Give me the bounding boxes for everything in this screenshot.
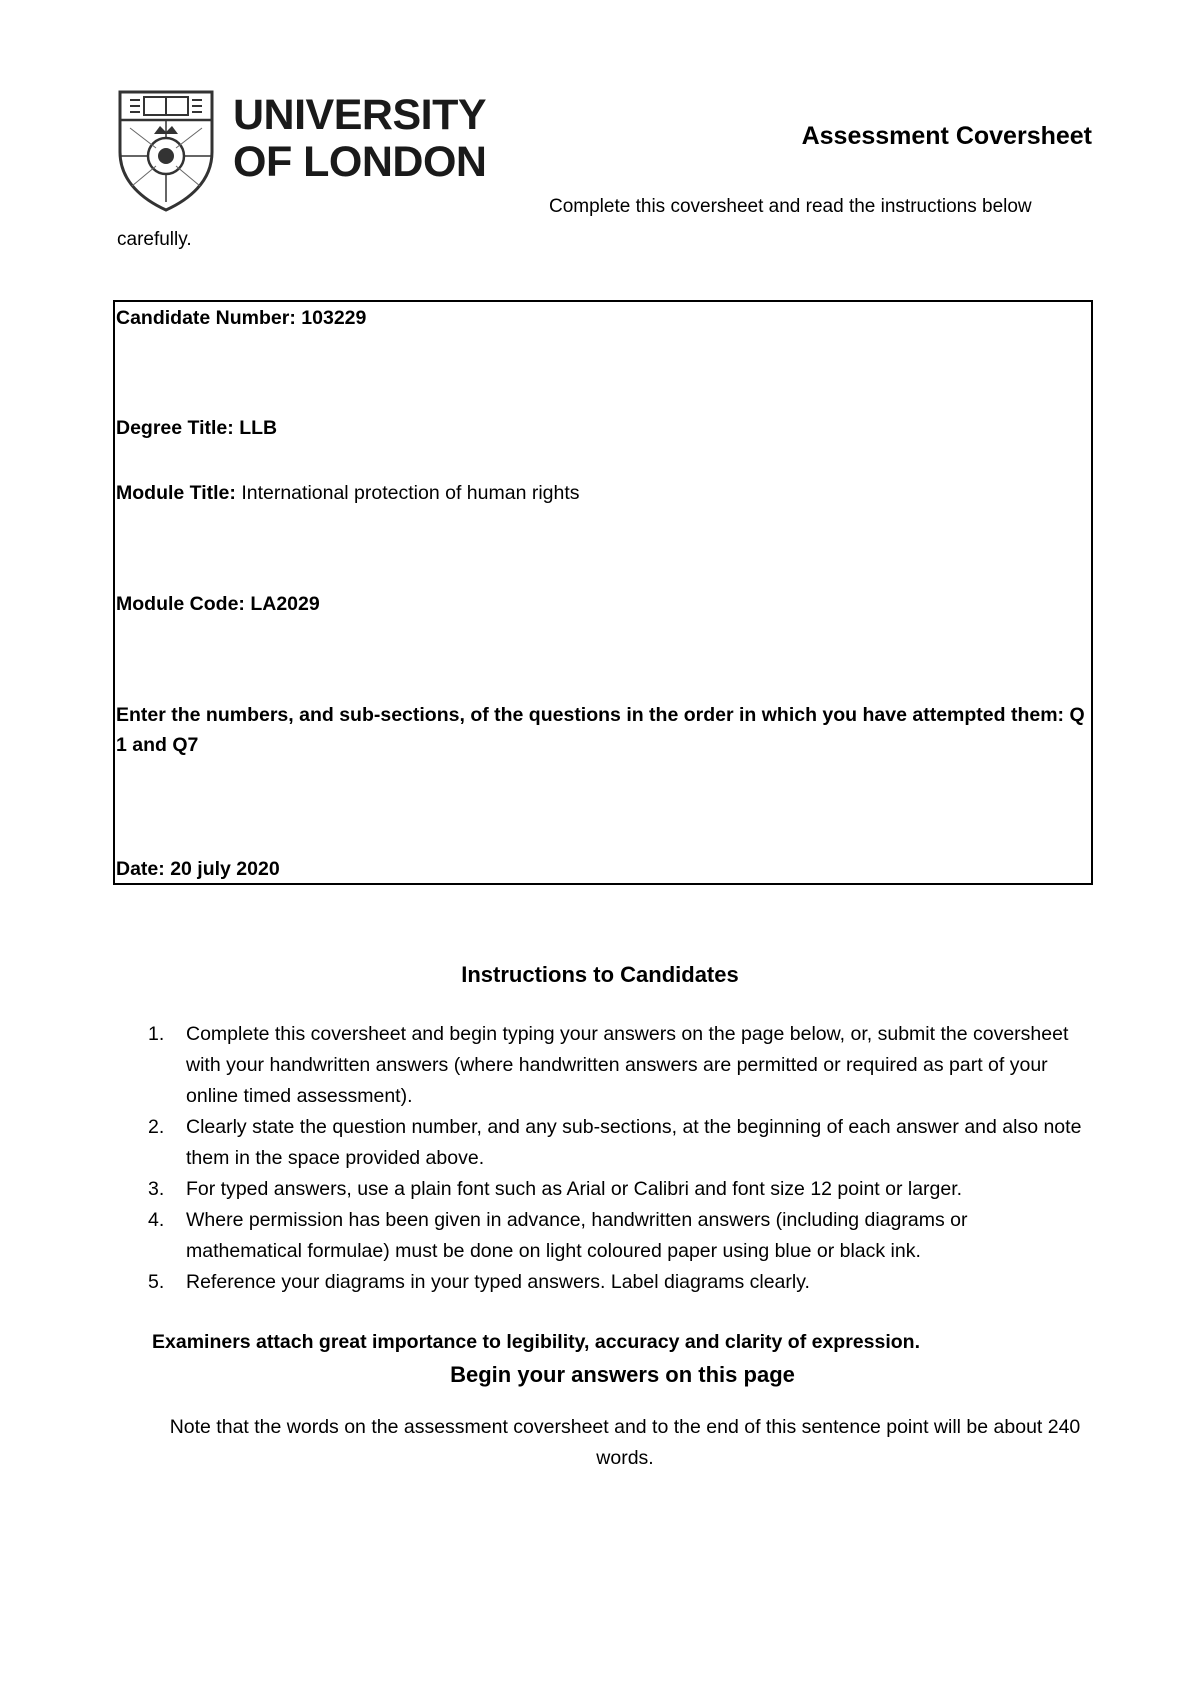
intro-text: Complete this coversheet and read the instructions below carefully. bbox=[117, 196, 1032, 250]
instruction-item bbox=[148, 1112, 1088, 1174]
candidate-number-value: 103229 bbox=[301, 307, 367, 329]
instructions-heading: Instructions to Candidates bbox=[461, 962, 739, 987]
logo-wordmark-line1: UNIVERSITY bbox=[233, 91, 487, 139]
module-title-label: Module Title: bbox=[116, 482, 242, 504]
instructions-list bbox=[148, 1019, 1088, 1298]
questions-attempted-value: Q 1 and Q7 bbox=[116, 704, 1085, 756]
date-label: Date: bbox=[116, 858, 171, 880]
logo-wordmark bbox=[233, 92, 486, 186]
candidate-details-box bbox=[113, 300, 1093, 885]
instruction-item bbox=[148, 1267, 1088, 1298]
instruction-number: 1. bbox=[148, 1023, 165, 1045]
date-field bbox=[116, 854, 1086, 884]
page-title: Assessment Coversheet bbox=[801, 122, 1092, 150]
instruction-text: Clearly state the question number, and any sub-sections, at the beginning of each answer and also note them in the space provided above. bbox=[186, 1116, 1082, 1169]
instruction-text: Where permission has been given in advance, handwritten answers (including diagrams or mathematical formulae) must be done on light coloured paper using blue or black ink. bbox=[186, 1209, 968, 1262]
module-code-label: Module Code: bbox=[116, 593, 251, 615]
examiners-note: Examiners attach great importance to legibility, accuracy and clarity of expression. bbox=[152, 1331, 920, 1353]
module-code-value: LA2029 bbox=[250, 593, 320, 615]
instruction-number: 3. bbox=[148, 1178, 165, 1200]
instruction-number: 5. bbox=[148, 1271, 165, 1293]
degree-title-field bbox=[116, 413, 1086, 443]
candidate-number-label: Candidate Number: bbox=[116, 307, 302, 329]
instruction-number: 4. bbox=[148, 1209, 165, 1231]
instruction-number: 2. bbox=[148, 1116, 165, 1138]
questions-attempted-field bbox=[116, 700, 1086, 760]
questions-attempted-label: Enter the numbers, and sub-sections, of the questions in the order in which you have attempted them: bbox=[116, 704, 1070, 726]
instruction-text: Reference your diagrams in your typed answers. Label diagrams clearly. bbox=[186, 1271, 810, 1293]
module-title-value: International protection of human rights bbox=[241, 482, 580, 504]
degree-title-value: LLB bbox=[239, 417, 278, 439]
word-count-note: Note that the words on the assessment coversheet and to the end of this sentence point will be about 240 words. bbox=[169, 1416, 1081, 1469]
instruction-item bbox=[148, 1205, 1088, 1267]
date-value: 20 july 2020 bbox=[170, 858, 280, 880]
instruction-text: Complete this coversheet and begin typing your answers on the page below, or, submit the coversheet with your handwritten answers (where handwritten answers are permitted or required as part of your online timed assessment). bbox=[186, 1023, 1069, 1107]
candidate-number-field bbox=[116, 303, 1086, 333]
module-title-field bbox=[116, 478, 1086, 508]
logo-wordmark-line2: OF LONDON bbox=[233, 138, 487, 186]
degree-title-label: Degree Title: bbox=[116, 417, 240, 439]
module-code-field bbox=[116, 589, 1086, 619]
begin-answers-heading: Begin your answers on this page bbox=[450, 1362, 795, 1387]
instruction-item bbox=[148, 1174, 1088, 1205]
instruction-text: For typed answers, use a plain font such as Arial or Calibri and font size 12 point or larger. bbox=[186, 1178, 963, 1200]
instruction-item bbox=[148, 1019, 1088, 1112]
